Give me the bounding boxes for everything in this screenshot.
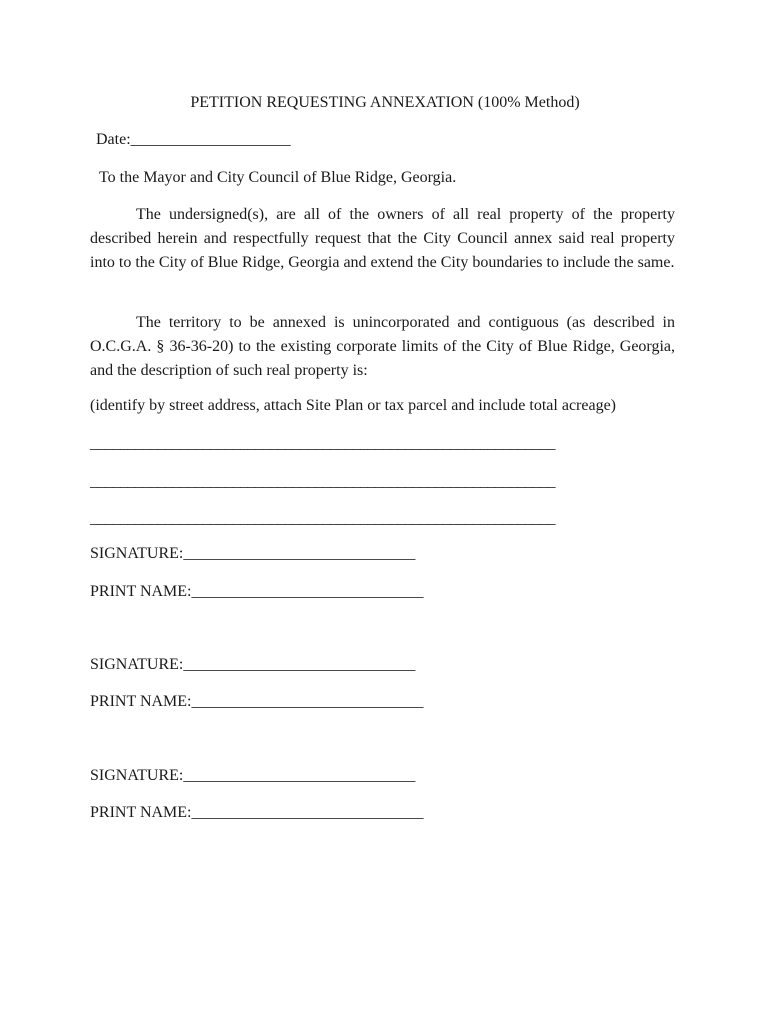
date-field: Date:____________________ — [96, 131, 291, 148]
signature-line: SIGNATURE:_____________________________ — [90, 656, 416, 673]
print-name-line: PRINT NAME:_____________________________ — [90, 804, 424, 821]
signature-line: SIGNATURE:_____________________________ — [90, 767, 416, 784]
property-description-line: ______________________________________________________________ — [90, 510, 555, 527]
identify-instruction: (identify by street address, attach Site Plan or tax parcel and include total acreage) — [90, 397, 617, 414]
signature-line: SIGNATURE:_____________________________ — [90, 545, 416, 562]
print-name-line: PRINT NAME:_____________________________ — [90, 693, 424, 710]
print-name-line: PRINT NAME:_____________________________ — [90, 583, 424, 600]
document-title: PETITION REQUESTING ANNEXATION (100% Method) — [190, 94, 580, 111]
paragraph-request: The undersigned(s), are all of the owners of all real property of the property described herein and respectfully request that the City Council annex said real property into to the City of Blue Ridge, Georgia and extend the City boundaries to include the same. — [90, 206, 675, 271]
paragraph-territory: The territory to be annexed is unincorporated and contiguous (as described in O.C.G.A. § 36-36-20) to the existing corporate limits of the City of Blue Ridge, Georgia, and the description of such real property is: — [90, 314, 675, 379]
property-description-line: ______________________________________________________________ — [90, 473, 555, 490]
salutation: To the Mayor and City Council of Blue Ridge, Georgia. — [99, 169, 457, 186]
property-description-line: ______________________________________________________________ — [90, 435, 555, 452]
